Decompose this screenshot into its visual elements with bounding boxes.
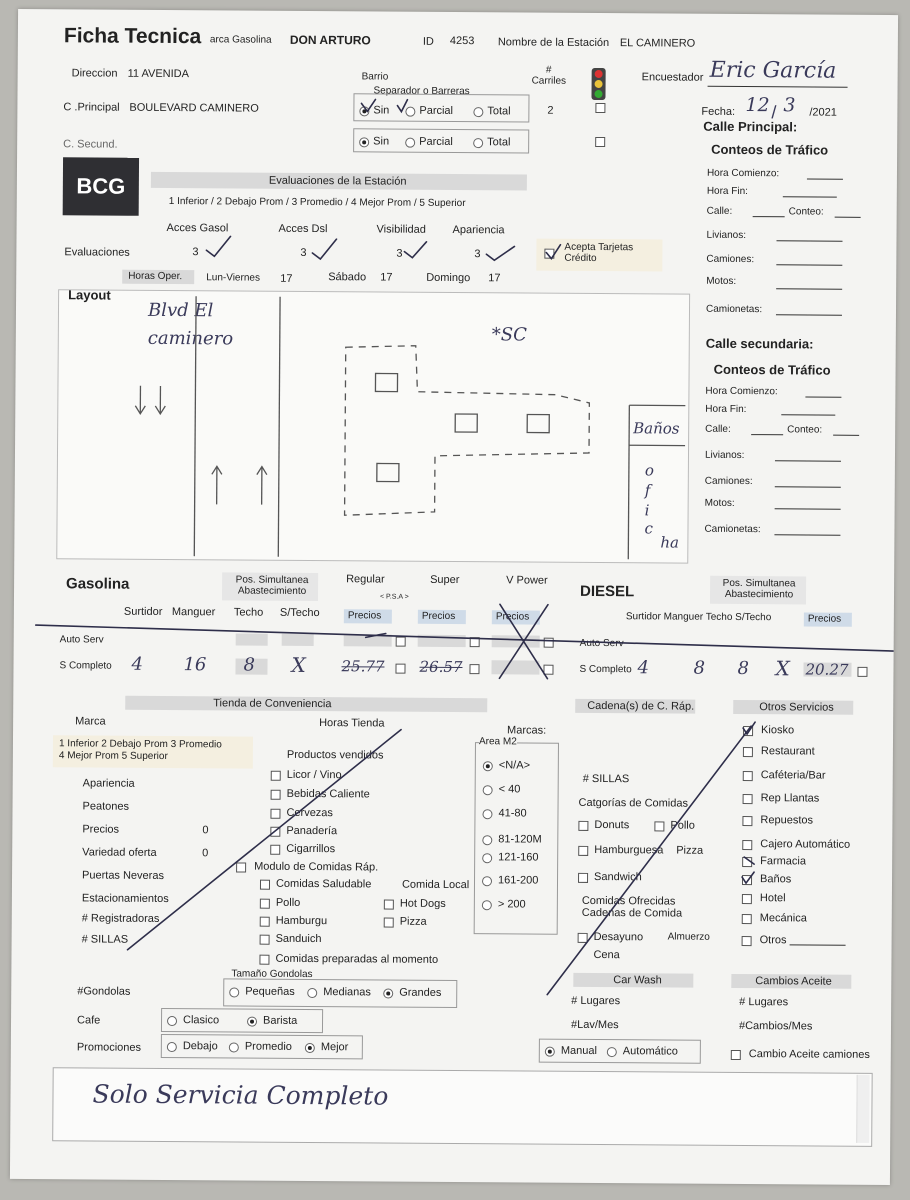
- hora-fin-2: Hora Fin:: [705, 403, 747, 416]
- hotdogs-checkbox[interactable]: [384, 900, 394, 910]
- id-value: 4253: [449, 34, 475, 48]
- area-na-label: <N/A>: [498, 759, 531, 772]
- notes-scrollbar[interactable]: [856, 1075, 869, 1143]
- licor-checkbox[interactable]: [271, 771, 281, 781]
- pizza-label: Pizza: [399, 915, 427, 928]
- comidas-pollo-checkbox[interactable]: [654, 821, 664, 831]
- diesel-title: DIESEL: [579, 582, 635, 601]
- station-name-value: EL CAMINERO: [619, 37, 696, 50]
- area-40-label: < 40: [498, 783, 521, 796]
- cajero-label: Cajero Automático: [760, 838, 851, 851]
- hora-comienzo-1: Hora Comienzo:: [706, 167, 780, 180]
- sanduich-checkbox[interactable]: [260, 935, 270, 945]
- comidas-sillas-label: # SILLAS: [582, 772, 630, 786]
- layout-banos: Baños: [633, 419, 680, 438]
- aceite-lugares-label: # Lugares: [739, 996, 789, 1009]
- saludable-label: Comidas Saludable: [275, 877, 372, 891]
- page-title: Ficha Tecnica: [63, 24, 202, 49]
- tienda-row-variedad: Variedad oferta: [82, 846, 157, 859]
- hora-fin-1: Hora Fin:: [706, 185, 749, 198]
- carwash-auto-radio[interactable]: [607, 1047, 617, 1057]
- promo-promedio-radio[interactable]: [229, 1042, 239, 1052]
- saludable-checkbox[interactable]: [260, 880, 270, 890]
- promo-mejor-radio[interactable]: [305, 1043, 315, 1053]
- promociones-label: Promociones: [76, 1041, 142, 1054]
- eval-apariencia-value: 3: [474, 248, 481, 261]
- camionetas-2: Camionetas:: [704, 523, 761, 536]
- carwash-lavmes-label: #Lav/Mes: [570, 1018, 619, 1032]
- gondolas-pequenas-radio[interactable]: [229, 987, 239, 997]
- cigarrillos-checkbox[interactable]: [270, 845, 280, 855]
- hora-comienzo-2: Hora Comienzo:: [705, 385, 778, 398]
- precios-regular-label: Precios: [347, 610, 382, 622]
- hamburgu-label: Hamburgu: [275, 914, 328, 928]
- area-200-radio[interactable]: [482, 900, 492, 910]
- total-label: Total: [487, 105, 511, 118]
- sabado-value: 17: [380, 271, 393, 284]
- gas-techo-value: 8: [243, 654, 256, 676]
- livianos-1: Livianos:: [706, 229, 747, 242]
- cervezas-label: Cervezas: [286, 806, 333, 820]
- parcial-label: Parcial: [419, 104, 454, 117]
- panaderia-checkbox[interactable]: [270, 827, 280, 837]
- area-41-80-radio[interactable]: [482, 809, 492, 819]
- preparadas-label: Comidas preparadas al momento: [275, 952, 439, 966]
- hamburguesa-label: Hamburguesa: [594, 843, 664, 857]
- evaluaciones-title: Evaluaciones de la Estación: [268, 174, 407, 188]
- sin2-label: Sin: [373, 135, 390, 148]
- gondolas-medianas-radio[interactable]: [307, 988, 317, 998]
- domingo-label: Domingo: [426, 271, 471, 285]
- camiones-2: Camiones:: [704, 475, 753, 488]
- licor-label: Licor / Vino: [286, 768, 342, 782]
- regular-completo-checkbox[interactable]: [395, 664, 405, 674]
- sin-label: Sin: [373, 104, 390, 117]
- super-price-value: 26.57: [419, 657, 463, 677]
- cena-label: Cena: [593, 948, 620, 962]
- cafe-clasico-label: Clasico: [182, 1014, 220, 1027]
- donuts-label: Donuts: [594, 818, 630, 832]
- calle-secund-label: C. Secund.: [63, 138, 118, 151]
- cervezas-checkbox[interactable]: [270, 809, 280, 819]
- gondolas-pequenas-label: Pequeñas: [245, 985, 295, 998]
- gas-auto-serv-label: Auto Serv: [59, 634, 104, 646]
- cafeteria-label: Caféteria/Bar: [760, 769, 826, 782]
- area-81-120-radio[interactable]: [482, 835, 492, 845]
- pollo-checkbox[interactable]: [260, 899, 270, 909]
- cadenas-label: Cadena(s) de C. Ráp.: [587, 699, 695, 713]
- total2-label: Total: [487, 136, 511, 149]
- bcg-logo: BCG: [63, 157, 139, 216]
- precios-super-label: Precios: [421, 610, 456, 623]
- hamburgu-checkbox[interactable]: [260, 917, 270, 927]
- promo-debajo-label: Debajo: [182, 1040, 218, 1053]
- super-label: Super: [430, 573, 460, 587]
- preparadas-checkbox[interactable]: [259, 955, 269, 965]
- bebidas-checkbox[interactable]: [271, 790, 281, 800]
- principal-light-checkbox[interactable]: [595, 103, 605, 113]
- layout-street-line2: caminero: [147, 327, 234, 350]
- fecha-label: Fecha:: [701, 105, 736, 118]
- layout-oficina-c: c: [644, 519, 653, 538]
- otros-title: Otros Servicios: [759, 701, 834, 714]
- acepta-tarjetas-label: Acepta Tarjetas Crédito: [564, 241, 634, 264]
- evaluaciones-label: Evaluaciones: [64, 246, 130, 259]
- cafe-clasico-radio[interactable]: [167, 1016, 177, 1026]
- cafe-barista-label: Barista: [262, 1014, 298, 1027]
- cafe-barista-radio[interactable]: [247, 1017, 257, 1027]
- modulo-label: Modulo de Comidas Ráp.: [254, 860, 379, 874]
- form-sheet: Ficha Tecnica arca Gasolina DON ARTURO ID 4253 Nombre de la Estación EL CAMINERO Direccion 11 AVENIDA C .Principal BOULEVARD CAMINERO C. Secund. Barrio Separador o Barreras Sin Parcial Total Sin Parcial Total # Carriles 2 Encuestador Eric García Fecha: 12 / 3 /2021 Calle Principal: Conteos de Tráfico Hora Comienzo: Hora Fin: Calle: Conteo: Livianos: Camiones: Motos: Camionetas: Calle secundaria: Conteos de Tráfico Hora Comienzo: Hora Fin: Calle: Conteo: Livianos: Camiones: Motos: Camionetas: BCG Evaluaciones de la Estación 1 Inferior / 2 Debajo Prom / 3 Promedio / 4 Mejor Prom / 5 Superior Acces Gasol Acces Dsl Visibilidad Apariencia Evaluaciones 3 3 3 3 Acepta Tarjetas Crédito Horas Oper. Lun-Viernes 17 Sábado 17 Domingo 17 Layout Blvd El caminero *SC Baños o f i c ha Gasolina Pos. Simultanea Abastecimiento Regular Super V Power < P.S.A > Surtidor Manguer Techo S/Techo Precios Precios Precios Auto Serv S Completo 4 16 8 X 25.77 26.57 DIESEL Pos. Simultanea Abastecimiento Surtidor Manguer Techo S/Techo Precios Auto Serv S Completo 4 8 8 X 20.27 Tienda de Conveniencia Marca Horas Tienda 1 Inferior 2 Debajo Prom 3 Promedio 4 Mejor Prom 5 Superior Apariencia Peatones Precios 0 Variedad oferta 0 Puertas Neveras Estacionamientos # Registradoras # SILLAS Productos vendidos Licor / Vino Bebidas Caliente Cervezas Panadería Cigarrillos Modulo de Comidas Ráp. Comidas Saludable Comida Local Pollo Hot Dogs Hamburgu Pizza Sanduich Comidas preparadas al momento Marcas: Area M2 <N/A> < 40 41-80 81-120M 121-160 161-200 > 200 Tamaño Gondolas Pequeñas Medianas Grandes #Gondolas Cafe Clasico Barista Promociones Debajo Promedio Mejor Cadena(s) de C. Ráp. # SILLAS Catgorías de Comidas Donuts Pollo Hamburguesa Pizza Sandwich Comidas Ofrecidas Cadenas de Comida Desayuno Almuerzo Cena Car Wash # Lugares #Lav/Mes Manual Automático Otros Servicios Kiosko Restaurant Caféteria/Bar Rep Llantas Repuestos Cajero Automático Farmacia Baños Hotel Mecánica Otros Cambios Aceite # Lugares #Cambios/Mes Cambio Aceite camiones Solo Servicia Completo: [10, 9, 898, 1185]
- eval-acces-dsl-value: 3: [300, 246, 307, 259]
- separador-label: Separador o Barreras: [373, 85, 470, 98]
- station-name-label: Nombre de la Estación: [497, 36, 610, 50]
- productos-heading: Productos vendidos: [286, 748, 384, 762]
- separador2-parcial-radio[interactable]: [405, 138, 415, 148]
- restaurant-label: Restaurant: [760, 745, 815, 758]
- tienda-scale-line1: 1 Inferior 2 Debajo Prom 3 Promedio: [58, 738, 222, 751]
- tienda-horas-label: Horas Tienda: [319, 717, 385, 730]
- vpower-auto-checkbox[interactable]: [544, 638, 554, 648]
- gas-col-stecho: S/Techo: [279, 606, 320, 620]
- gasolina-title: Gasolina: [66, 575, 130, 593]
- kiosko-label: Kiosko: [761, 724, 795, 737]
- calle-principal-label: C .Principal: [63, 101, 120, 114]
- vpower-label: V Power: [506, 574, 548, 587]
- notes-text: Solo Servicia Completo: [92, 1079, 389, 1111]
- gondolas-grandes-label: Grandes: [399, 986, 442, 999]
- diesel-stecho-value: X: [775, 656, 790, 681]
- camiones-1: Camiones:: [706, 253, 755, 266]
- sandwich-checkbox[interactable]: [578, 873, 588, 883]
- carriles-label: # Carriles: [531, 64, 567, 87]
- cafeteria-checkbox[interactable]: [743, 771, 753, 781]
- promo-debajo-radio[interactable]: [167, 1042, 177, 1052]
- separador-sin-radio[interactable]: [359, 106, 369, 116]
- fecha-day: 12: [745, 94, 770, 117]
- panaderia-label: Panadería: [286, 824, 338, 838]
- banos-checkbox[interactable]: [742, 875, 752, 885]
- marca-value: DON ARTURO: [289, 32, 371, 48]
- tienda-row-sillas: # SILLAS: [81, 933, 129, 946]
- modulo-checkbox[interactable]: [236, 862, 246, 872]
- separador-total-radio[interactable]: [473, 107, 483, 117]
- lun-viernes-value: 17: [280, 272, 293, 285]
- tienda-row-estacionamientos: Estacionamientos: [81, 892, 169, 906]
- motos-1: Motos:: [706, 275, 737, 287]
- id-label: ID: [422, 35, 434, 48]
- domingo-value: 17: [488, 272, 501, 285]
- diesel-completo-checkbox[interactable]: [857, 667, 867, 677]
- desayuno-checkbox[interactable]: [578, 933, 588, 943]
- comidas-ofrecidas-label: Comidas Ofrecidas: [581, 894, 676, 908]
- gas-completo-label: S Completo: [59, 660, 112, 672]
- cigarrillos-label: Cigarrillos: [286, 842, 336, 856]
- tienda-row-apariencia: Apariencia: [82, 777, 135, 790]
- calle-secundaria-heading: Calle secundaria:: [705, 335, 814, 352]
- horas-oper-label: Horas Oper.: [128, 270, 183, 283]
- diesel-manguer-value: 8: [693, 657, 706, 679]
- area-40-radio[interactable]: [483, 785, 493, 795]
- sabado-label: Sábado: [328, 271, 367, 284]
- eval-col-acces-gasol: Acces Gasol: [166, 221, 229, 235]
- comidas-pizza-label: Pizza: [676, 844, 704, 857]
- gondolas-medianas-label: Medianas: [323, 986, 371, 999]
- tienda-scale-line2: 4 Mejor Prom 5 Superior: [58, 750, 168, 763]
- tienda-variedad-value: 0: [202, 847, 209, 860]
- traffic-light-icon: [591, 68, 605, 100]
- evaluaciones-scale: 1 Inferior / 2 Debajo Prom / 3 Promedio / 4 Mejor Prom / 5 Superior: [168, 195, 466, 210]
- encuestador-line: [708, 86, 848, 88]
- separador2-sin-radio[interactable]: [359, 137, 369, 147]
- tienda-precios-value: 0: [202, 824, 209, 837]
- hotel-checkbox[interactable]: [742, 894, 752, 904]
- farmacia-checkbox[interactable]: [742, 857, 752, 867]
- cajero-checkbox[interactable]: [742, 840, 752, 850]
- layout-asc: *SC: [491, 324, 528, 346]
- super-completo-checkbox[interactable]: [469, 664, 479, 674]
- vpower-completo-checkbox[interactable]: [543, 665, 553, 675]
- acepta-tarjetas-checkbox[interactable]: [544, 249, 554, 259]
- calle-principal-heading: Calle Principal:: [703, 118, 798, 135]
- area-41-80-label: 41-80: [498, 807, 527, 820]
- repuestos-label: Repuestos: [760, 814, 814, 827]
- tienda-row-puertas: Puertas Neveras: [82, 869, 165, 882]
- fecha-month: 3: [783, 94, 796, 117]
- eval-visibilidad-value: 3: [396, 247, 403, 260]
- comidas-pollo-label: Pollo: [670, 819, 695, 832]
- layout-label: Layout: [68, 287, 111, 303]
- repuestos-checkbox[interactable]: [742, 816, 752, 826]
- kiosko-checkbox[interactable]: [743, 726, 753, 736]
- calle-principal-value: BOULEVARD CAMINERO: [129, 101, 259, 115]
- layout-oficina-ha: ha: [660, 533, 680, 552]
- cafe-label: Cafe: [76, 1014, 101, 1027]
- separador2-total-radio[interactable]: [473, 138, 483, 148]
- almuerzo-label: Almuerzo: [667, 931, 710, 943]
- area-m2-label: Area M2: [478, 736, 517, 748]
- carwash-manual-label: Manual: [560, 1044, 597, 1058]
- psa-label: < P.S.A >: [379, 593, 409, 601]
- hotdogs-label: Hot Dogs: [399, 897, 446, 910]
- diesel-price-value: 20.27: [805, 660, 849, 679]
- area-81-120-label: 81-120M: [498, 833, 542, 846]
- diesel-pos-label: Pos. Simultanea Abastecimiento: [722, 577, 796, 601]
- marca-label: arca Gasolina: [209, 34, 272, 46]
- hotel-label: Hotel: [759, 892, 786, 905]
- conteos-heading-2: Conteos de Tráfico: [713, 361, 831, 378]
- gas-manguer-value: 16: [183, 654, 207, 676]
- precios-vpower-label: Precios: [495, 611, 530, 623]
- area-121-160-radio[interactable]: [482, 853, 492, 863]
- conteos-heading-1: Conteos de Tráfico: [711, 141, 829, 158]
- regular-price-value: 25.77: [341, 657, 385, 676]
- motos-2: Motos:: [704, 497, 735, 509]
- pollo-label: Pollo: [275, 896, 301, 909]
- calle-2: Calle:: [705, 423, 731, 435]
- comida-local-label: Comida Local: [401, 878, 470, 892]
- calle-1: Calle:: [706, 205, 733, 217]
- camionetas-1: Camionetas:: [705, 303, 763, 316]
- encuestador-label: Encuestador: [641, 71, 704, 84]
- aceite-camiones-checkbox[interactable]: [731, 1050, 741, 1060]
- livianos-2: Livianos:: [704, 449, 745, 462]
- eval-col-apariencia: Apariencia: [452, 223, 505, 237]
- diesel-surtidor-value: 4: [637, 657, 650, 679]
- carwash-title: Car Wash: [613, 974, 662, 987]
- promo-promedio-label: Promedio: [244, 1040, 292, 1053]
- eval-acces-gasol-value: 3: [192, 246, 199, 259]
- hamburguesa-checkbox[interactable]: [578, 846, 588, 856]
- gas-stecho-value: X: [291, 652, 306, 677]
- sanduich-label: Sanduich: [275, 932, 322, 946]
- rep-llantas-label: Rep Llantas: [760, 792, 820, 805]
- layout-street-line1: Blvd El: [147, 299, 214, 322]
- area-161-200-label: 161-200: [497, 874, 539, 887]
- gasolina-pos-label: Pos. Simultanea Abastecimiento: [235, 574, 309, 597]
- parcial2-label: Parcial: [419, 135, 453, 148]
- aceite-mes-label: #Cambios/Mes: [738, 1020, 813, 1033]
- diesel-columns: Surtidor Manguer Techo S/Techo: [625, 611, 772, 624]
- aceite-title: Cambios Aceite: [755, 975, 832, 988]
- conteo-1: Conteo:: [788, 206, 824, 218]
- marcas-label: Marcas:: [507, 724, 547, 737]
- area-161-200-radio[interactable]: [482, 876, 492, 886]
- otros-label: Otros: [759, 934, 787, 947]
- promo-mejor-label: Mejor: [320, 1041, 349, 1054]
- mecanica-checkbox[interactable]: [742, 914, 752, 924]
- diesel-techo-value: 8: [737, 657, 750, 680]
- tamano-gondolas-label: Tamaño Gondolas: [231, 968, 313, 981]
- conteo-2: Conteo:: [787, 424, 823, 436]
- carriles-value: 2: [547, 104, 554, 117]
- tienda-marca-label: Marca: [75, 715, 106, 728]
- eval-col-visibilidad: Visibilidad: [376, 223, 426, 236]
- gas-col-techo: Techo: [233, 606, 264, 619]
- aceite-camiones-label: Cambio Aceite camiones: [748, 1048, 870, 1061]
- direccion-label: Direccion: [71, 67, 118, 80]
- gondolas-grandes-radio[interactable]: [383, 989, 393, 999]
- fecha-year: /2021: [809, 106, 837, 119]
- gondolas-label: #Gondolas: [77, 985, 131, 998]
- gas-col-surtidor: Surtidor: [123, 605, 163, 618]
- lun-viernes-label: Lun-Viernes: [206, 272, 261, 284]
- gas-surtidor-value: 4: [131, 653, 144, 675]
- separador-parcial-radio[interactable]: [405, 107, 415, 117]
- mecanica-label: Mecánica: [759, 912, 807, 925]
- otros-checkbox[interactable]: [742, 936, 752, 946]
- regular-auto-checkbox[interactable]: [396, 637, 406, 647]
- categorias-label: Catgorías de Comidas: [578, 796, 689, 810]
- regular-label: Regular: [346, 573, 385, 586]
- diesel-auto-serv-label: Auto Serv: [579, 637, 624, 650]
- bebidas-label: Bebidas Caliente: [286, 787, 370, 801]
- carwash-manual-radio[interactable]: [545, 1047, 555, 1057]
- donuts-checkbox[interactable]: [578, 821, 588, 831]
- encuestador-value: Eric García: [709, 57, 837, 84]
- tienda-row-registradoras: # Registradoras: [81, 912, 160, 925]
- secund-light-checkbox[interactable]: [595, 137, 605, 147]
- tienda-row-precios: Precios: [82, 823, 120, 836]
- eval-col-acces-dsl: Acces Dsl: [278, 222, 328, 236]
- diesel-completo-label: S Completo: [579, 663, 632, 676]
- layout-oficina-i: i: [644, 501, 650, 520]
- sandwich-label: Sandwich: [594, 870, 642, 884]
- layout-oficina-f: f: [644, 481, 651, 500]
- rep-llantas-checkbox[interactable]: [743, 794, 753, 804]
- diesel-precios-label: Precios: [807, 613, 842, 625]
- carwash-auto-label: Automático: [622, 1045, 678, 1058]
- super-auto-checkbox[interactable]: [470, 637, 480, 647]
- area-na-radio[interactable]: [483, 761, 493, 771]
- gas-col-manguer: Manguer: [171, 606, 216, 619]
- direccion-value: 11 AVENIDA: [127, 67, 190, 81]
- area-200-label: > 200: [497, 898, 526, 911]
- area-121-160-label: 121-160: [498, 851, 539, 864]
- pizza-checkbox[interactable]: [384, 918, 394, 928]
- desayuno-label: Desayuno: [593, 930, 644, 944]
- cadenas-comida-label: Cadenas de Comida: [581, 906, 683, 920]
- layout-oficina-o: o: [644, 461, 654, 480]
- tienda-title: Tienda de Conveniencia: [213, 697, 332, 711]
- banos-label: Baños: [759, 873, 792, 886]
- tienda-row-peatones: Peatones: [82, 800, 130, 813]
- carwash-lugares-label: # Lugares: [571, 994, 621, 1008]
- restaurant-checkbox[interactable]: [743, 747, 753, 757]
- barrio-label: Barrio: [361, 71, 389, 83]
- farmacia-label: Farmacia: [760, 855, 807, 868]
